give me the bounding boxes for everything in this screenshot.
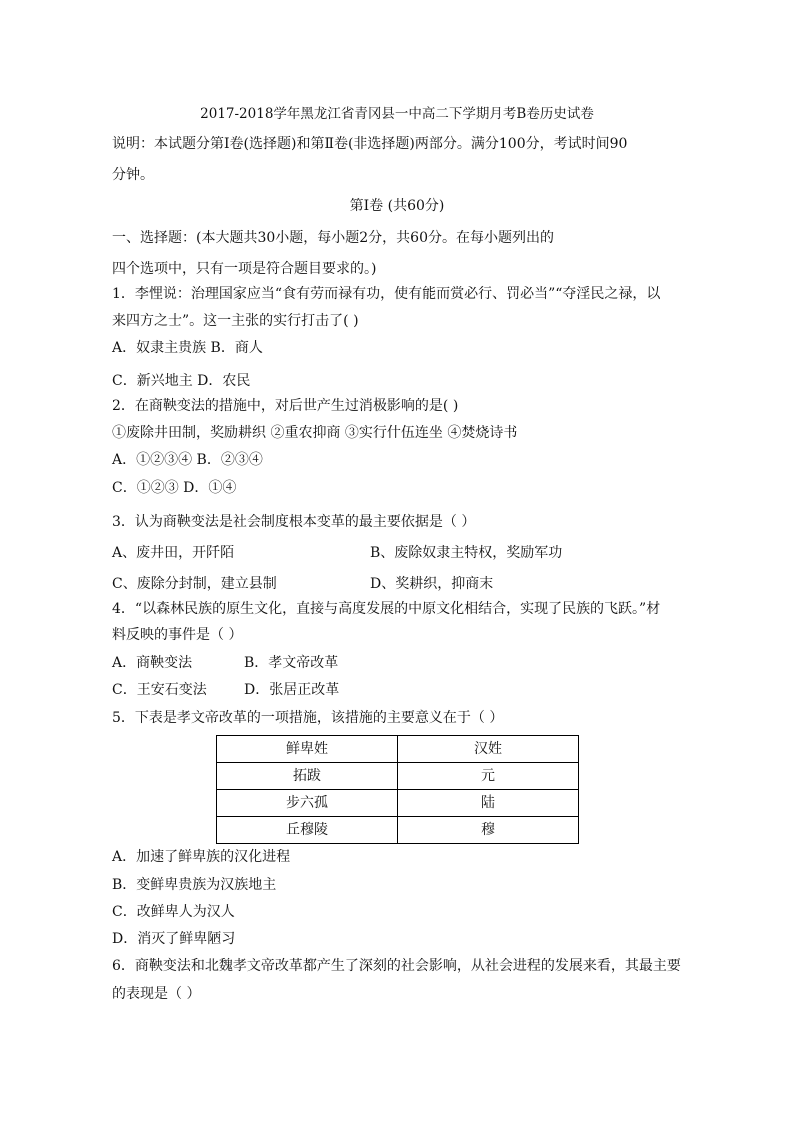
q5-option-d: D．消灭了鲜卑陋习 — [112, 931, 236, 947]
q6-stem-line-1: 6．商鞅变法和北魏孝文帝改革都产生了深刻的社会影响，从社会进程的发展来看，其最主要 — [112, 958, 681, 974]
q2-options-ab: A．①②③④ B．②③④ — [112, 452, 263, 468]
q6-stem-line-2: 的表现是（ ） — [112, 986, 201, 1002]
table-row — [217, 763, 579, 790]
table-header-row — [217, 736, 579, 763]
table-row — [217, 790, 579, 817]
table-header-han: 汉姓 — [398, 736, 579, 763]
q4-stem-line-2: 料反映的事件是（ ） — [112, 627, 243, 643]
instructions-line-1: 说明：本试题分第Ⅰ卷(选择题)和第Ⅱ卷(非选择题)两部分。满分100分，考试时间90 — [112, 136, 628, 152]
q1-stem-line-1: 1．李悝说：治理国家应当“食有劳而禄有功，使有能而赏必行、罚必当”“夺淫民之禄，以 — [112, 286, 661, 302]
part-heading-line-2: 四个选项中，只有一项是符合题目要求的。) — [112, 261, 377, 277]
q1-stem-line-2: 来四方之士”。这一主张的实行打击了( ) — [112, 313, 359, 329]
q4-option-a: A．商鞅变法 — [112, 655, 193, 671]
instructions-line-2: 分钟。 — [112, 167, 154, 183]
table-cell-han: 陆 — [398, 790, 579, 817]
q5-option-c: C．改鲜卑人为汉人 — [112, 904, 235, 920]
q5-option-a: A．加速了鲜卑族的汉化进程 — [112, 849, 291, 865]
table-cell-xianbei: 拓跋 — [217, 763, 398, 790]
q3-stem: 3．认为商鞅变法是社会制度根本变革的最主要依据是（ ） — [112, 514, 476, 530]
table-row — [217, 817, 579, 844]
table-header-xianbei: 鲜卑姓 — [217, 736, 398, 763]
q5-stem: 5．下表是孝文帝改革的一项措施，该措施的主要意义在于（ ） — [112, 710, 504, 726]
table-cell-xianbei: 丘穆陵 — [217, 817, 398, 844]
q4-option-b: B．孝文帝改革 — [244, 655, 339, 671]
q2-items: ①废除井田制，奖励耕织 ②重农抑商 ③实行什伍连坐 ④焚烧诗书 — [112, 425, 518, 441]
q2-options-cd: C．①②③ D．①④ — [112, 480, 237, 496]
q3-option-a: A、废井田，开阡陌 — [112, 545, 235, 561]
q3-option-d: D、奖耕织，抑商末 — [370, 576, 494, 592]
table-cell-xianbei: 步六孤 — [217, 790, 398, 817]
section-heading: 第Ⅰ卷 (共60分) — [349, 198, 445, 214]
q4-stem-line-1: 4．“以森林民族的原生文化，直接与高度发展的中原文化相结合，实现了民族的飞跃。”材 — [112, 601, 661, 617]
q1-options-ab: A．奴隶主贵族 B．商人 — [112, 340, 263, 356]
q3-option-c: C、废除分封制，建立县制 — [112, 576, 277, 592]
q4-option-c: C．王安石变法 — [112, 682, 207, 698]
table-cell-han: 元 — [398, 763, 579, 790]
q3-option-b: B、废除奴隶主特权，奖励军功 — [370, 545, 563, 561]
q1-options-cd: C．新兴地主 D．农民 — [112, 373, 251, 389]
exam-title: 2017-2018学年黑龙江省青冈县一中高二下学期月考B卷历史试卷 — [200, 106, 594, 122]
surname-table — [216, 735, 579, 844]
q2-stem: 2．在商鞅变法的措施中，对后世产生过消极影响的是( ) — [112, 398, 459, 414]
q5-option-b: B．变鲜卑贵族为汉族地主 — [112, 877, 277, 893]
q4-option-d: D．张居正改革 — [244, 682, 340, 698]
part-heading-line-1: 一、选择题：(本大题共30小题，每小题2分，共60分。在每小题列出的 — [112, 230, 554, 246]
table-cell-han: 穆 — [398, 817, 579, 844]
